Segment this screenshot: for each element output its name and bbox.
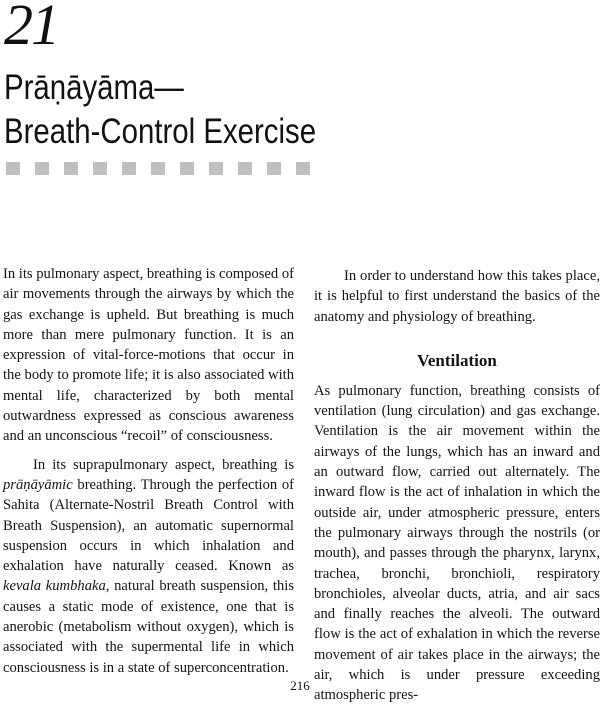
ornament-square [238, 162, 252, 175]
left-column [3, 264, 294, 678]
paragraph-text: In its suprapulmonary aspect, breathing is [33, 456, 294, 473]
paragraph-text: breathing. Through the perfection of Sahita (Alternate-Nostril Breath Control with Breath Suspension), an automatic supernormal suspension occurs in which inhalation and exhalation have naturally ceased. Known as [3, 476, 294, 575]
chapter-title-line-2: Breath-Control Exercise [4, 112, 317, 151]
ornament-square [6, 162, 20, 175]
left-paragraph-1: In its pulmonary aspect, breathing is composed of air movements through the airways by which the gas exchange is upheld. But breathing is much more than mere pulmonary function. It is an expression of vital-force-motions that occur in the body to promote life; it is also associated with mental life, characterized by both mental outwardness expressed as conscious awareness and an unconscious “recoil” of consciousness. [3, 266, 294, 445]
chapter-number: 21 [4, 0, 58, 57]
decorative-square-row [6, 162, 310, 175]
ornament-square [122, 162, 136, 175]
ornament-square [296, 162, 310, 175]
ornament-square [267, 162, 281, 175]
italic-term-kevala-kumbhaka: kevala kumbhaka, [3, 578, 110, 595]
right-column [314, 266, 600, 706]
ornament-square [93, 162, 107, 175]
page-number: 216 [290, 678, 310, 693]
ornament-square [180, 162, 194, 175]
italic-term-pranayamic: prāṇāyāmic [3, 476, 73, 493]
chapter-title-line-1: Prāṇāyāma— [4, 68, 184, 107]
paragraph-text: natural breath suspension, this causes a static mode of existence, one that is anerobic (metabolism without oxygen), which is associated with the supermental life in which consciousness is in a state of superconcentration. [3, 578, 294, 676]
ornament-square [64, 162, 78, 175]
section-heading-ventilation: Ventilation [417, 350, 497, 370]
right-paragraph-2: As pulmonary function, breathing consists of ventilation (lung circulation) and gas exchange. Ventilation is the air movement within the airways of the lungs, which has an inward and an outward flow, carried out alternately. The inward flow is the act of inhalation in which the outside air, under atmospheric pressure, enters the pulmonary airways through the nostrils (or mouth), and passes through the pharynx, larynx, trachea, bronchi, bronchioli, respiratory bronchioles, alveolar ducts, atria, and air sacs and finally reaches the alveoli. The outward flow is the act of exhalation in which the reverse movement of air takes place in the airways; the air, which is under pressure exceeding atmospheric pres- [314, 382, 600, 704]
chapter-title [4, 66, 316, 154]
ornament-square [35, 162, 49, 175]
ornament-square [209, 162, 223, 175]
ornament-square [151, 162, 165, 175]
right-paragraph-1: In order to understand how this takes place, it is helpful to first understand the basics of the anatomy and physiology of breathing. [314, 268, 600, 325]
left-paragraph-2 [3, 455, 294, 678]
